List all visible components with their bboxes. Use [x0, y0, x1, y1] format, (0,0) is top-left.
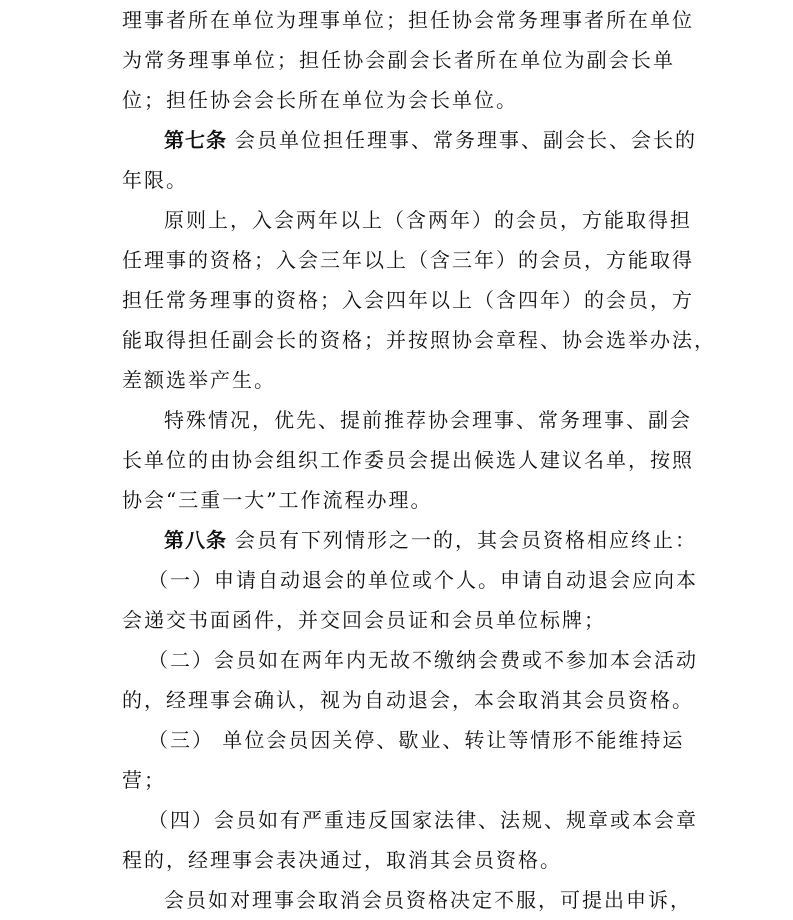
text-line: 的，经理事会确认，视为自动退会，本会取消其会员资格。 [122, 688, 694, 712]
text-line: 位；担任协会会长所在单位为会长单位。 [122, 88, 518, 112]
article-7-line [164, 120, 697, 160]
article-heading: 第八条 [164, 528, 227, 552]
article-8-line [164, 520, 697, 560]
text-line: （四）会员如有严重违反国家法律、法规、规章或本会章 [148, 808, 698, 832]
text-line: 原则上，入会两年以上（含两年）的会员，方能取得担 [164, 208, 692, 232]
text-line: 为常务理事单位；担任协会副会长者所在单位为副会长单 [122, 48, 675, 72]
text-line: 会员如对理事会取消会员资格决定不服，可提出申诉， [164, 888, 692, 912]
text-line: 特殊情况，优先、提前推荐协会理事、常务理事、副会 [164, 408, 692, 432]
text-line: 程的，经理事会表决通过，取消其会员资格。 [122, 848, 562, 872]
article-text: 会员有下列情形之一的，其会员资格相应终止： [235, 528, 697, 552]
text-line: 能取得担任副会长的资格；并按照协会章程、协会选举办法， [122, 328, 716, 352]
article-text: 会员单位担任理事、常务理事、副会长、会长的 [235, 128, 697, 152]
text-line: 长单位的由协会组织工作委员会提出候选人建议名单，按照 [122, 448, 694, 472]
text-line: 营； [122, 768, 166, 792]
text-line: （一）申请自动退会的单位或个人。申请自动退会应向本 [148, 568, 698, 592]
text-line: （三） 单位会员因关停、歇业、转让等情形不能维持运 [148, 728, 685, 752]
text-line: 差额选举产生。 [122, 368, 276, 392]
text-line: 协会“三重一大”工作流程办理。 [122, 488, 433, 512]
text-line: 年限。 [122, 168, 188, 192]
text-line: 任理事的资格；入会三年以上（含三年）的会员，方能取得 [122, 248, 694, 272]
text-line: 理事者所在单位为理事单位；担任协会常务理事者所在单位 [122, 8, 694, 32]
text-line: 担任常务理事的资格；入会四年以上（含四年）的会员，方 [122, 288, 694, 312]
article-heading: 第七条 [164, 128, 227, 152]
text-line: 会递交书面函件，并交回会员证和会员单位标牌； [122, 608, 606, 632]
text-line: （二）会员如在两年内无故不缴纳会费或不参加本会活动 [148, 648, 698, 672]
